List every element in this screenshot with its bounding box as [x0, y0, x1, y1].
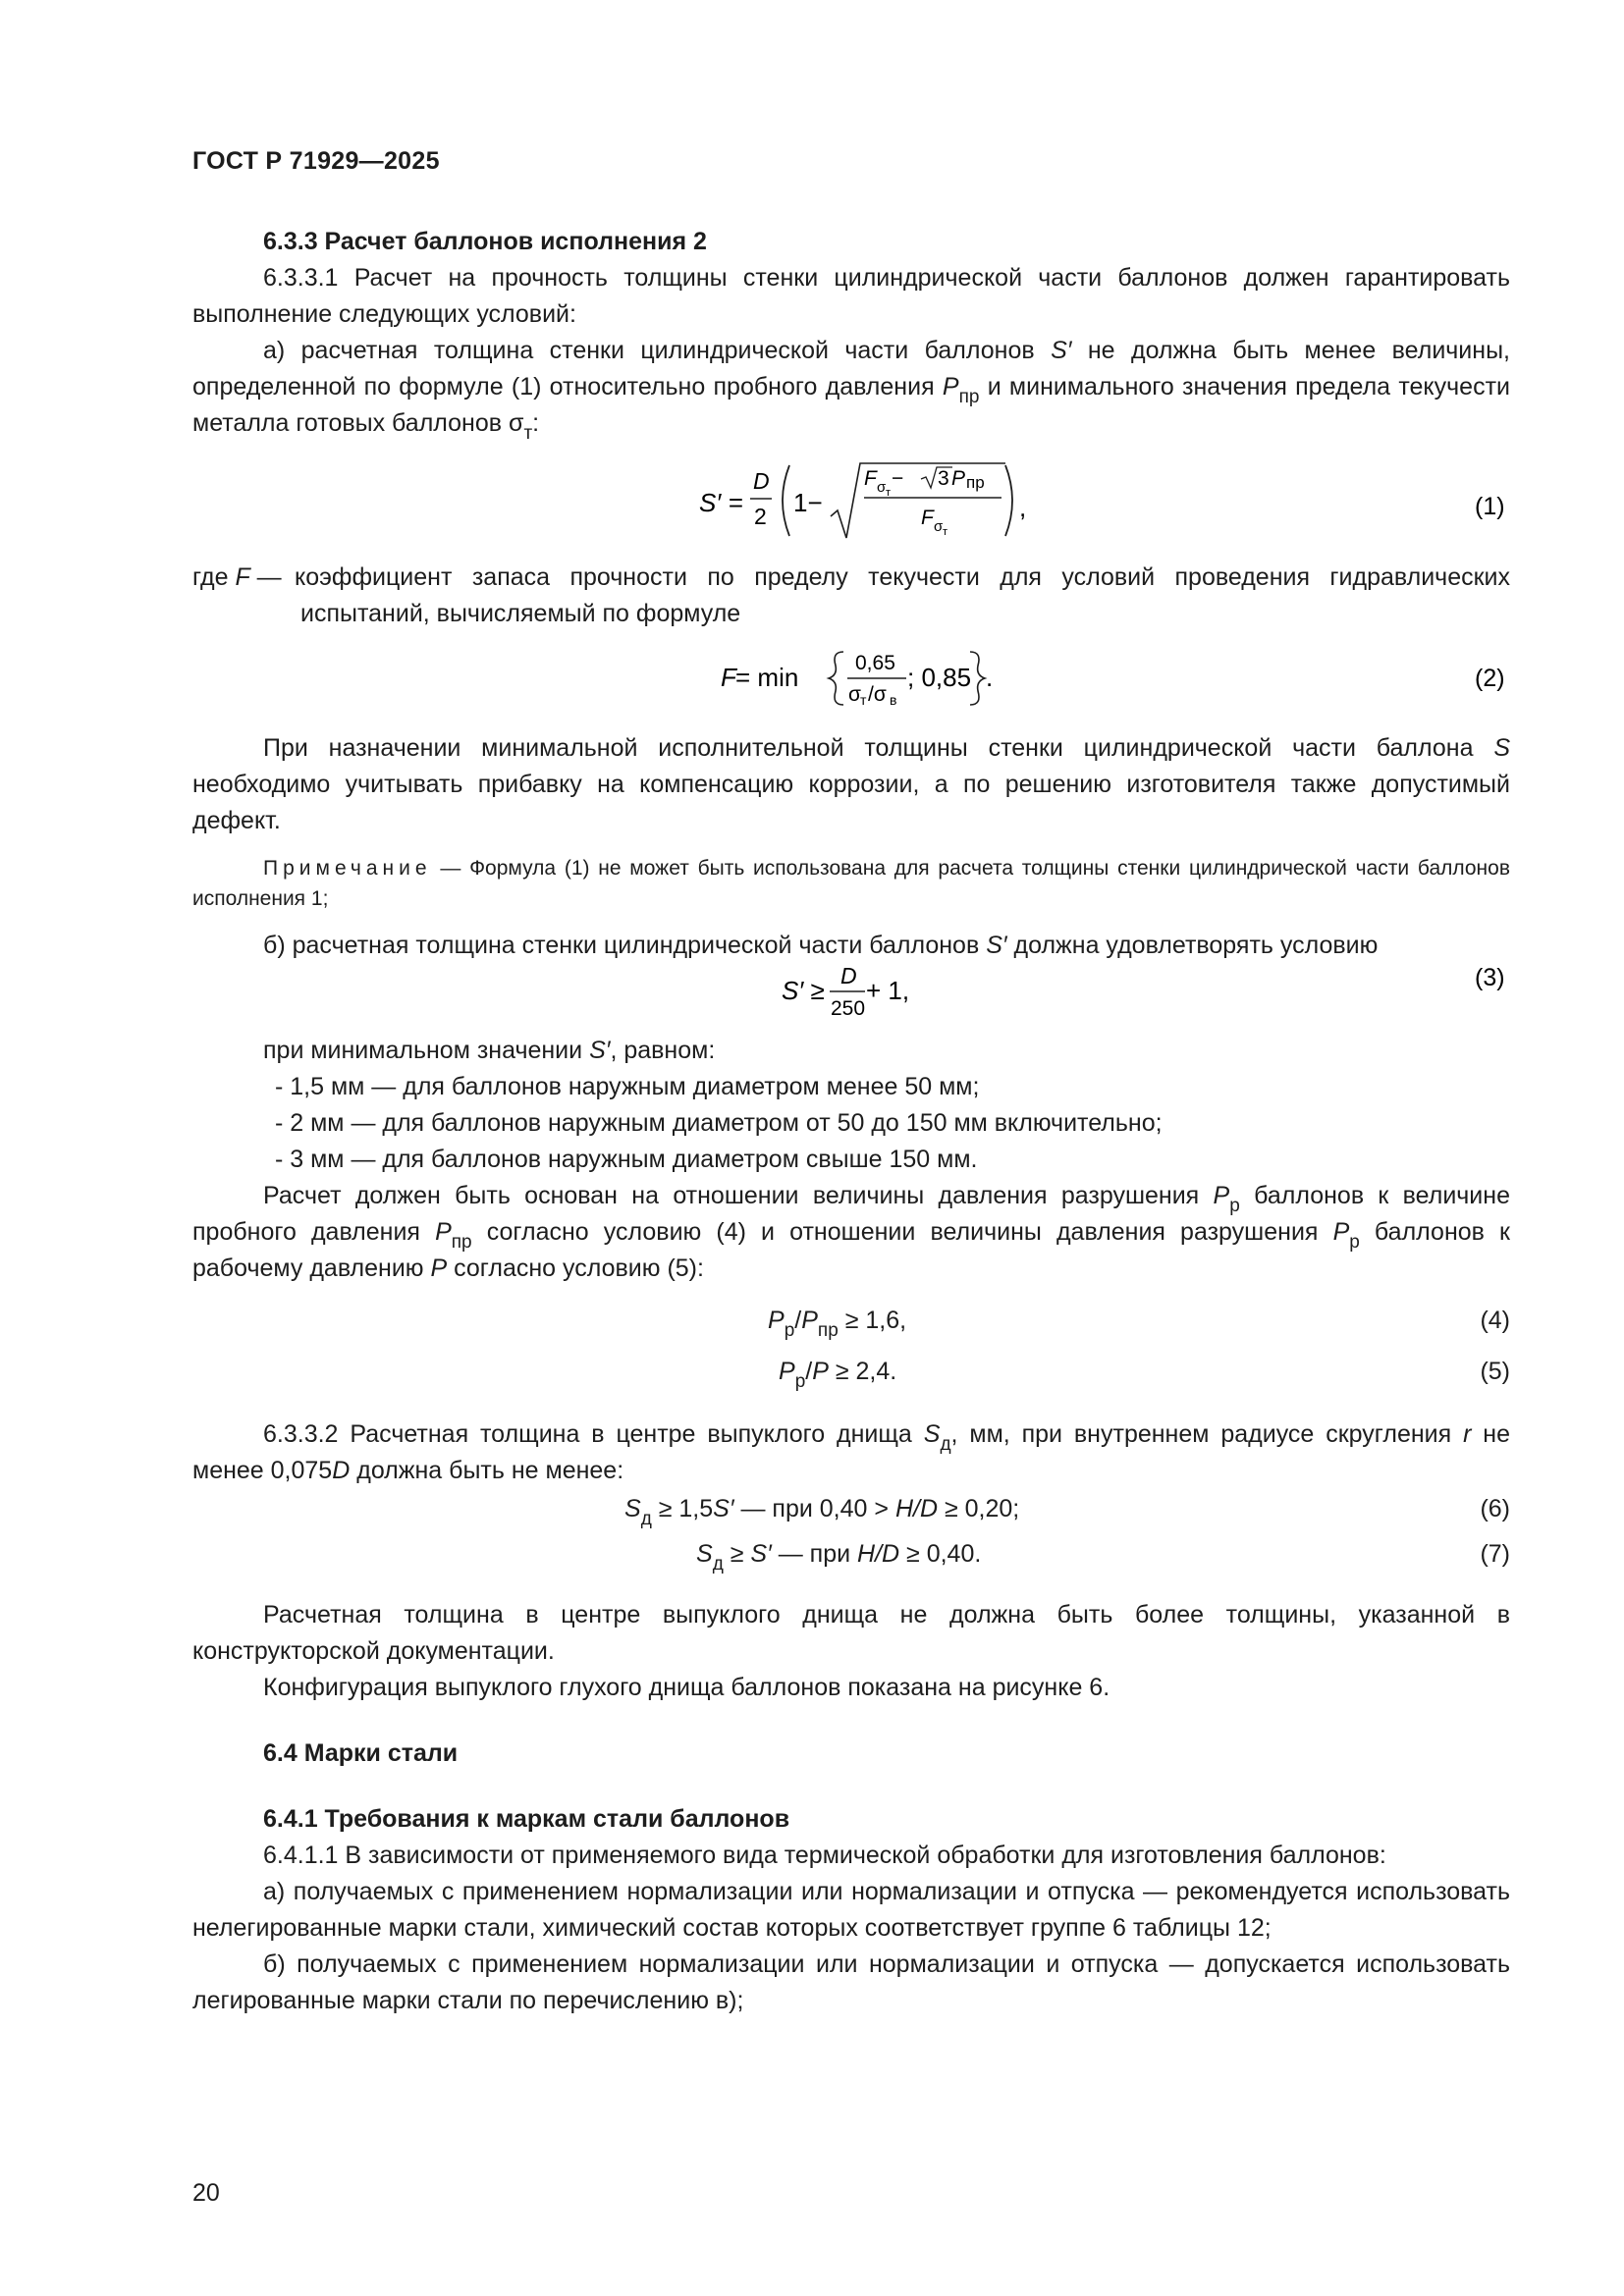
svg-text:пр: пр: [966, 473, 985, 492]
svg-text:1−: 1−: [793, 488, 823, 517]
steel-item-a: а) получаемых с применением нормализации или нормализации и отпуска — рекомендуется использовать нелегированные марки стали, химический состав которых соответствует группе 6 таблицы 12;: [192, 1878, 1510, 1942]
svg-text:σ: σ: [848, 683, 861, 706]
formula-1: [192, 455, 1510, 546]
page-number: 20: [192, 2179, 220, 2207]
formula-6-expression: $S_д \ge 1,5S'$ — при 0,40 > H/D ≥ 0,20;: [624, 1495, 1020, 1529]
item-b-paragraph: б) расчетная толщина стенки цилиндрической части баллонов S′ должна удовлетворять условию: [263, 932, 1379, 959]
formula-2-number: (2): [1475, 665, 1505, 692]
paragraph-configuration: Конфигурация выпуклого глухого днища баллонов показана на рисунке 6.: [263, 1674, 1110, 1701]
paragraph-6-3-3-2: 6.3.3.2 Расчетная толщина в центре выпуклого днища $S_д$, мм, при внутреннем радиусе скругления r не менее 0,075D должна быть не менее:: [192, 1420, 1511, 1484]
formula-5: [192, 1352, 1510, 1403]
paragraph-calculation: Расчет должен быть основан на отношении величины давления разрушения $P_р$ баллонов к величине пробного давления $P_{пр}$ согласно условию (4) и отношении величины давления разрушения $P_р$ баллонов к рабочему давлению P согласно условию (5):: [192, 1182, 1510, 1282]
min-value-intro: при минимальном значении S′, равном:: [263, 1037, 716, 1064]
svg-text:т: т: [860, 692, 867, 708]
formula-3-number: (3): [1475, 964, 1505, 991]
formula-6: [192, 1489, 1510, 1534]
item-a-paragraph: а) расчетная толщина стенки цилиндрической части баллонов S′ не должна быть менее величины, определенной по формуле (1) относительно пробного давления $P_{пр}$ и минимального значения предела текучести металла готовых баллонов $\sigma_т$:: [192, 337, 1510, 444]
formula-3-expression: [192, 964, 1510, 1019]
list-item: - 2 мм — для баллонов наружным диаметром от 50 до 150 мм включительно;: [275, 1109, 1163, 1137]
formula-6-number: (6): [1480, 1495, 1510, 1522]
where-definition: где F —коэффициент запаса прочности по пределу текучести для условий проведения гидравлических испытаний, вычисляемый по формуле: [192, 563, 1510, 627]
svg-text:0,65: 0,65: [855, 652, 895, 674]
formula-4-expression: $P_р/P_{пр} \ge 1,6$,: [768, 1307, 907, 1341]
svg-text:D: D: [753, 468, 770, 494]
svg-text:т: т: [886, 487, 892, 499]
section-heading-6-4: 6.4 Марки стали: [263, 1739, 459, 1767]
svg-text:F: F: [721, 663, 736, 692]
section-heading-6-3-3: 6.3.3 Расчет баллонов исполнения 2: [263, 228, 707, 255]
svg-text:S′ ≥: S′ ≥: [782, 976, 825, 1005]
svg-text:; 0,85: ; 0,85: [907, 663, 972, 692]
paragraph-bottom-thickness: Расчетная толщина в центре выпуклого днища не должна быть более толщины, указанной в конструкторской документации.: [192, 1601, 1510, 1665]
paragraph-6-3-3-1: 6.3.3.1 Расчет на прочность толщины стенки цилиндрической части баллонов должен гарантировать выполнение следующих условий:: [192, 264, 1510, 328]
svg-text:.: .: [986, 663, 994, 692]
formula-7: [192, 1534, 1510, 1583]
formula-4: [192, 1301, 1510, 1352]
svg-text:−: −: [892, 467, 904, 490]
paragraph-assignment: При назначении минимальной исполнительной толщины стенки цилиндрической части баллона S необходимо учитывать прибавку на компенсацию коррозии, а по решению изготовителя также допустимый дефект.: [192, 734, 1510, 834]
formula-3: [192, 964, 1510, 1019]
formula-4-number: (4): [1480, 1307, 1510, 1334]
formula-5-number: (5): [1480, 1358, 1510, 1385]
formula-5-expression: $P_р/P \ge 2,4$.: [779, 1358, 897, 1392]
svg-text:250: 250: [831, 997, 866, 1019]
formula-2: [192, 646, 1510, 709]
section-heading-6-4-1: 6.4.1 Требования к маркам стали баллонов: [263, 1805, 790, 1833]
svg-text:3: 3: [938, 467, 949, 490]
svg-text:σ: σ: [934, 518, 944, 535]
formula-7-expression: $S_д \ge S'$ — при H/D ≥ 0,40.: [696, 1540, 982, 1575]
svg-text:+ 1,: + 1,: [866, 976, 910, 1005]
svg-text:D: D: [840, 964, 857, 988]
formula-1-expression: [192, 455, 1510, 546]
paragraph-6-4-1-1: 6.4.1.1 В зависимости от применяемого вида термической обработки для изготовления баллонов:: [263, 1842, 1386, 1869]
svg-text:F: F: [864, 467, 877, 490]
svg-text:,: ,: [1019, 493, 1027, 522]
svg-text:S′ =: S′ =: [699, 488, 743, 517]
steel-item-b: б) получаемых с применением нормализации или нормализации и отпуска — допускается использовать легированные марки стали по перечислению в);: [192, 1950, 1510, 2014]
svg-text:2: 2: [754, 504, 767, 529]
list-item: - 1,5 мм — для баллонов наружным диаметром менее 50 мм;: [275, 1073, 980, 1100]
svg-text:P: P: [951, 467, 966, 490]
list-item: - 3 мм — для баллонов наружным диаметром свыше 150 мм.: [275, 1146, 978, 1173]
svg-text:/σ: /σ: [868, 683, 887, 706]
formula-2-expression: [192, 646, 1510, 709]
svg-text:в: в: [890, 692, 897, 708]
document-body: [192, 224, 1510, 2019]
svg-text:F: F: [921, 507, 934, 529]
formula-1-number: (1): [1475, 493, 1505, 520]
svg-text:= min: = min: [735, 663, 799, 692]
svg-text:σ: σ: [877, 479, 887, 496]
note: Примечание — Формула (1) не может быть использована для расчета толщины стенки цилиндрической части баллонов исполнения 1;: [192, 857, 1510, 910]
document-header: ГОСТ Р 71929—2025: [192, 147, 440, 175]
svg-text:т: т: [943, 526, 948, 538]
formula-7-number: (7): [1480, 1540, 1510, 1568]
